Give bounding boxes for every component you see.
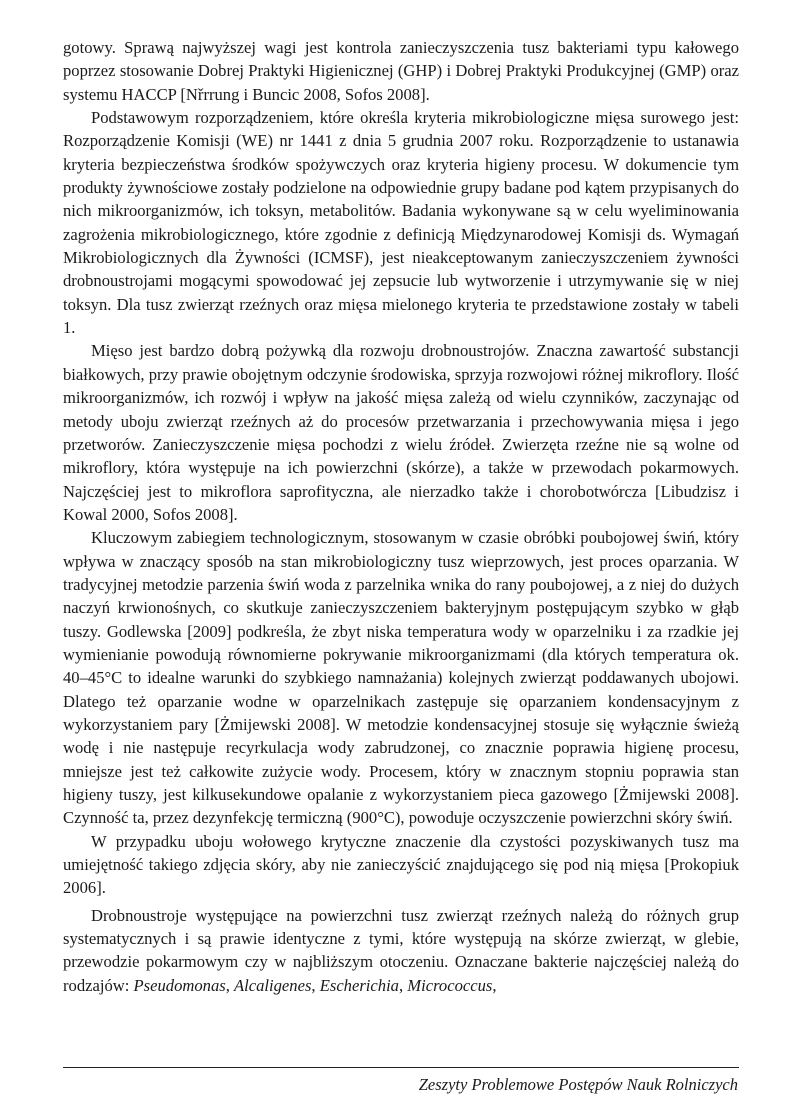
paragraph-meat-microflora: Mięso jest bardzo dobrą pożywką dla rozwoju drobnoustrojów. Znaczna zawartość substancji białkowych, przy prawie obojętnym odczynie środowiska, sprzyja rozwojowi różnej mikroflory. Ilość mikroorganizmów, ich rozwój i wpływ na jakość mięsa zależą od wielu czynników, zaczynając od metody uboju zwierząt rzeźnych aż do procesów przetwarzania i przechowywania mięsa i jego przetworów. Zanieczyszczenie mięsa pochodzi z wielu źródeł. Zwierzęta rzeźne nie są wolne od mikroflory, która występuje na ich powierzchni (skórze), a także w przewodach pokarmowych. Najczęściej jest to mikroflora saprofityczna, ale nierzadko także i chorobotwórcza [Libudzisz i Kowal 2000, Sofos 2008].	[63, 341, 739, 524]
paragraph-cattle-slaughter: W przypadku uboju wołowego krytyczne znaczenie dla czystości pozyskiwanych tusz ma umiejętność takiego zdjęcia skóry, aby nie zanieczyścić znajdującego się pod nią mięsa [Prokopiuk 2006].	[63, 831, 739, 898]
genus-escherichia: Escherichia	[319, 975, 399, 995]
footer-divider	[63, 1067, 739, 1068]
genus-trailing-comma: ,	[492, 975, 497, 995]
journal-title: Zeszyty Problemowe Postępów Nauk Rolniczych	[418, 1075, 738, 1094]
paragraph-regulation: Podstawowym rozporządzeniem, które określa kryteria mikrobiologiczne mięsa surowego jest: Rozporządzenie Komisji (WE) nr 1441 z dnia 5 grudnia 2007 roku. Rozporządzenie to ustanawia kryteria bezpieczeństwa środków spożywczych oraz kryteria higieny procesu. W dokumencie tym produkty żywnościowe zostały podzielone na odpowiednie grupy badane pod kątem przypisanych do nich mikroorganizmów, ich toksyn, metabolitów. Badania wykonywane są w celu wyeliminowania zagrożenia mikrobiologicznego, które zgodnie z definicją Międzynarodowej Komisji ds. Wymagań Mikrobiologicznych dla Żywności (ICMSF), jest nieakceptowanym zanieczyszczeniem żywności drobnoustrojami mogącymi spowodować jej zepsucie lub wytworzenie i utrzymywanie się w niej toksyn. Dla tusz zwierząt rzeźnych oraz mięsa mielonego kryteria te przedstawione zostały w tabeli 1.	[63, 108, 739, 338]
bacteria-intro-text: Drobnoustroje występujące na powierzchni tusz zwierząt rzeźnych należą do różnych grup systematycznych i są prawie identyczne z tymi, które występują na skórze zwierząt, w glebie, przewodzie pokarmowym czy w najbliższym otoczeniu. Oznaczane bakterie najczęściej należą do rodzajów:	[63, 905, 739, 995]
genus-separator: ,	[398, 975, 408, 995]
paragraph-scalding: Kluczowym zabiegiem technologicznym, stosowanym w czasie obróbki poubojowej świń, który wpływa w znaczący sposób na stan mikrobiologiczny tusz wieprzowych, jest proces oparzania. W tradycyjnej metodzie parzenia świń woda z parzelnika wnika do rany poubojowej, a z niej do dużych naczyń krwionośnych, co skutkuje zanieczyszczeniem bakteryjnym postępującym szybko w głąb tuszy. Godlewska [2009] podkreśla, że zbyt niska temperatura wody w oparzelniku i za rzadkie jej wymienianie powodują równomierne pokrywanie mikroorganizmami (dla których temperatura ok. 40–45°C to idealne warunki do szybkiego namnażania) kolejnych zwierząt poddawanych ubojowi. Dlatego też oparzanie wodne w oparzelnikach zastępuje się oparzaniem kondensacyjnym z wykorzystaniem pary [Żmijewski 2008]. W metodzie kondensacyjnej stosuje się wyłącznie świeżą wodę i nie następuje recyrkulacja wody zabrudzonej, co znacznie poprawia higienę procesu, mniejsze jest też całkowite zużycie wody. Procesem, który w znacznym stopniu poprawia stan higieny tuszy, jest kilkusekundowe opalanie z wykorzystaniem pieca gazowego [Żmijewski 2008]. Czynność ta, przez dezynfekcję termiczną (900°C), powoduje oczyszczenie powierzchni skóry świń.	[63, 528, 739, 828]
body-text	[63, 36, 739, 997]
genus-pseudomonas: Pseudomonas	[133, 975, 226, 995]
genus-separator: ,	[311, 975, 320, 995]
genus-micrococcus: Micrococcus	[407, 975, 493, 995]
genus-separator: ,	[225, 975, 234, 995]
page-top-edge	[0, 0, 800, 8]
genus-alcaligenes: Alcaligenes	[234, 975, 312, 995]
paragraph-bacteria-groups	[63, 904, 739, 997]
paragraph-continuation: gotowy. Sprawą najwyższej wagi jest kontrola zanieczyszczenia tusz bakteriami typu kałowego poprzez stosowanie Dobrej Praktyki Higienicznej (GHP) i Dobrej Praktyki Produkcyjnej (GMP) oraz systemu HACCP [Nřrrung i Buncic 2008, Sofos 2008].	[63, 38, 739, 104]
watermark	[0, 300, 55, 377]
